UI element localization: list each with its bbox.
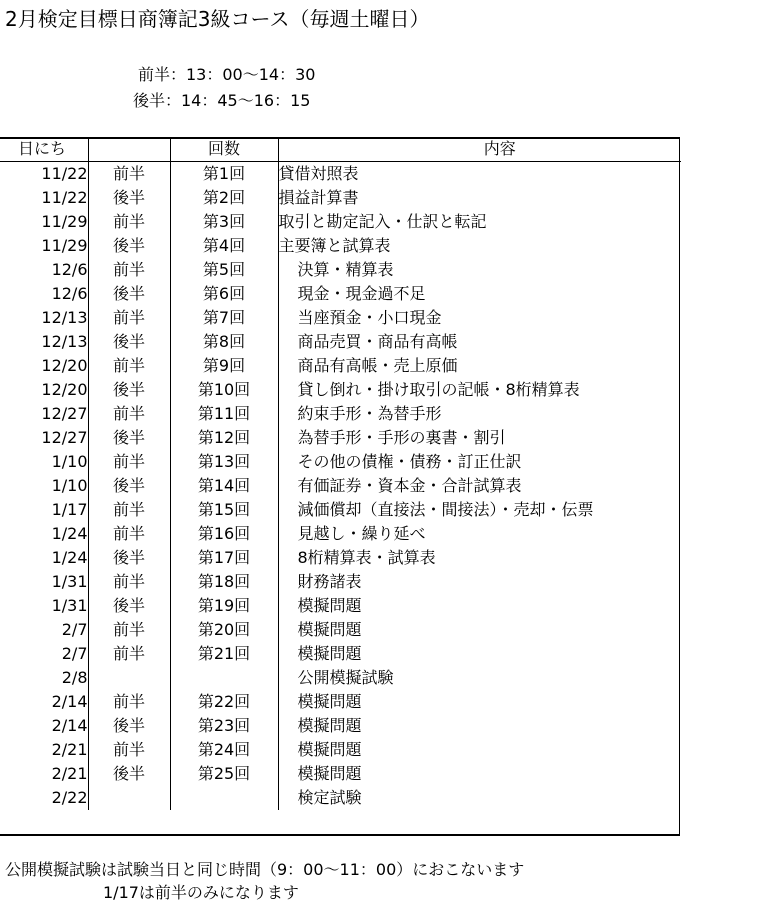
date-cell: 1/10	[51, 452, 88, 471]
table-row	[0, 666, 681, 690]
date-cell: 12/13	[41, 332, 88, 351]
session-number-cell: 第19回	[170, 594, 278, 618]
content-cell: 主要簿と試算表	[278, 234, 681, 258]
content-cell: 商品売買・商品有高帳	[278, 330, 681, 354]
date-cell: 1/10	[51, 476, 88, 495]
content-cell: 8桁精算表・試算表	[278, 546, 681, 570]
table-row	[0, 642, 681, 666]
content-cell: 模擬問題	[278, 738, 681, 762]
content-cell: 検定試験	[278, 786, 681, 810]
half-cell: 前半	[88, 498, 170, 522]
date-cell: 11/22	[41, 164, 88, 183]
content-cell: 現金・現金過不足	[278, 282, 681, 306]
date-cell: 1/31	[51, 596, 88, 615]
content-cell: 見越し・繰り延べ	[278, 522, 681, 546]
table-row	[0, 186, 681, 210]
session-number-cell: 第24回	[170, 738, 278, 762]
table-row	[0, 402, 681, 426]
date-cell: 11/22	[41, 188, 88, 207]
session-number-cell: 第15回	[170, 498, 278, 522]
table-header-row	[0, 137, 681, 162]
content-cell: 模擬問題	[278, 762, 681, 786]
note-first-half-only: 1/17は前半のみになります	[103, 883, 299, 902]
session-number-cell: 第3回	[170, 210, 278, 234]
content-cell: 取引と勘定記入・仕訳と転記	[278, 210, 681, 234]
session-number-cell: 第16回	[170, 522, 278, 546]
session-number-cell: 第6回	[170, 282, 278, 306]
date-cell: 11/29	[41, 212, 88, 231]
table-row	[0, 738, 681, 762]
half-cell: 前半	[88, 306, 170, 330]
half-cell: 前半	[88, 210, 170, 234]
table-row	[0, 522, 681, 546]
table-row	[0, 426, 681, 450]
header-session-number: 回数	[170, 137, 278, 162]
date-cell: 2/14	[51, 716, 88, 735]
date-cell: 12/27	[41, 428, 88, 447]
table-row	[0, 210, 681, 234]
schedule-table	[0, 137, 681, 810]
date-cell: 12/6	[51, 260, 88, 279]
half-cell: 後半	[88, 546, 170, 570]
session-number-cell: 第1回	[170, 162, 278, 187]
content-cell: 模擬問題	[278, 618, 681, 642]
content-cell: 当座預金・小口現金	[278, 306, 681, 330]
half-cell: 前半	[88, 258, 170, 282]
half-cell: 後半	[88, 186, 170, 210]
content-cell: 模擬問題	[278, 690, 681, 714]
content-cell: 有価証券・資本金・合計試算表	[278, 474, 681, 498]
date-cell: 12/13	[41, 308, 88, 327]
half-cell: 前半	[88, 522, 170, 546]
date-cell: 12/27	[41, 404, 88, 423]
date-cell: 1/24	[51, 524, 88, 543]
content-cell: 損益計算書	[278, 186, 681, 210]
header-content: 内容	[278, 137, 681, 162]
session-number-cell	[170, 666, 278, 690]
session-number-cell: 第25回	[170, 762, 278, 786]
table-row	[0, 546, 681, 570]
content-cell: 財務諸表	[278, 570, 681, 594]
table-row	[0, 378, 681, 402]
session-number-cell: 第20回	[170, 618, 278, 642]
note-mock-exam: 公開模擬試験は試験当日と同じ時間（9：00～11：00）におこないます	[5, 860, 525, 879]
table-row	[0, 450, 681, 474]
half-cell: 前半	[88, 618, 170, 642]
session-number-cell: 第10回	[170, 378, 278, 402]
session-number-cell: 第14回	[170, 474, 278, 498]
half-cell	[88, 666, 170, 690]
session-number-cell: 第2回	[170, 186, 278, 210]
half-cell: 後半	[88, 714, 170, 738]
schedule-body	[0, 162, 681, 811]
date-cell: 1/17	[51, 500, 88, 519]
header-date: 日にち	[0, 137, 88, 162]
content-cell: 模擬問題	[278, 714, 681, 738]
table-row	[0, 282, 681, 306]
date-cell: 1/31	[51, 572, 88, 591]
session-number-cell: 第17回	[170, 546, 278, 570]
table-row	[0, 258, 681, 282]
session-number-cell: 第21回	[170, 642, 278, 666]
session-number-cell: 第23回	[170, 714, 278, 738]
table-row	[0, 354, 681, 378]
date-cell: 12/20	[41, 380, 88, 399]
table-row	[0, 570, 681, 594]
table-row	[0, 474, 681, 498]
session-number-cell: 第13回	[170, 450, 278, 474]
half-cell: 前半	[88, 690, 170, 714]
table-row	[0, 786, 681, 810]
half-cell: 前半	[88, 738, 170, 762]
session-number-cell: 第9回	[170, 354, 278, 378]
table-row	[0, 714, 681, 738]
half-cell: 後半	[88, 330, 170, 354]
half-cell: 前半	[88, 570, 170, 594]
content-cell: 為替手形・手形の裏書・割引	[278, 426, 681, 450]
session-number-cell: 第22回	[170, 690, 278, 714]
content-cell: 約束手形・為替手形	[278, 402, 681, 426]
session-number-cell: 第5回	[170, 258, 278, 282]
page-title: 2月検定目標日商簿記3級コース（毎週土曜日）	[5, 7, 430, 31]
half-cell: 後半	[88, 762, 170, 786]
half-cell: 後半	[88, 594, 170, 618]
table-row	[0, 306, 681, 330]
session-number-cell: 第4回	[170, 234, 278, 258]
table-row	[0, 234, 681, 258]
date-cell: 2/22	[51, 788, 88, 807]
session-number-cell	[170, 786, 278, 810]
half-cell: 後半	[88, 282, 170, 306]
content-cell: 商品有高帳・売上原価	[278, 354, 681, 378]
date-cell: 2/21	[51, 740, 88, 759]
table-row	[0, 594, 681, 618]
session-number-cell: 第12回	[170, 426, 278, 450]
content-cell: 決算・精算表	[278, 258, 681, 282]
first-half-time: 前半：13：00～14：30	[138, 65, 316, 84]
second-half-time: 後半：14：45～16：15	[133, 91, 311, 110]
session-number-cell: 第7回	[170, 306, 278, 330]
content-cell: 模擬問題	[278, 594, 681, 618]
half-cell	[88, 786, 170, 810]
table-row	[0, 330, 681, 354]
date-cell: 11/29	[41, 236, 88, 255]
date-cell: 2/14	[51, 692, 88, 711]
table-row	[0, 762, 681, 786]
half-cell: 後半	[88, 234, 170, 258]
content-cell: 貸借対照表	[278, 162, 681, 187]
content-cell: 減価償却（直接法・間接法）・売却・伝票	[278, 498, 681, 522]
header-half	[88, 137, 170, 162]
session-number-cell: 第11回	[170, 402, 278, 426]
half-cell: 後半	[88, 378, 170, 402]
date-cell: 2/21	[51, 764, 88, 783]
content-cell: その他の債権・債務・訂正仕訳	[278, 450, 681, 474]
session-number-cell: 第8回	[170, 330, 278, 354]
date-cell: 2/8	[61, 668, 88, 687]
table-row	[0, 690, 681, 714]
half-cell: 前半	[88, 642, 170, 666]
date-cell: 2/7	[61, 620, 88, 639]
date-cell: 2/7	[61, 644, 88, 663]
date-cell: 12/20	[41, 356, 88, 375]
half-cell: 前半	[88, 354, 170, 378]
content-cell: 貸し倒れ・掛け取引の記帳・8桁精算表	[278, 378, 681, 402]
half-cell: 前半	[88, 450, 170, 474]
session-number-cell: 第18回	[170, 570, 278, 594]
date-cell: 12/6	[51, 284, 88, 303]
table-row	[0, 618, 681, 642]
date-cell: 1/24	[51, 548, 88, 567]
half-cell: 前半	[88, 162, 170, 187]
half-cell: 後半	[88, 426, 170, 450]
content-cell: 模擬問題	[278, 642, 681, 666]
table-row	[0, 162, 681, 187]
half-cell: 前半	[88, 402, 170, 426]
content-cell: 公開模擬試験	[278, 666, 681, 690]
half-cell: 後半	[88, 474, 170, 498]
table-row	[0, 498, 681, 522]
